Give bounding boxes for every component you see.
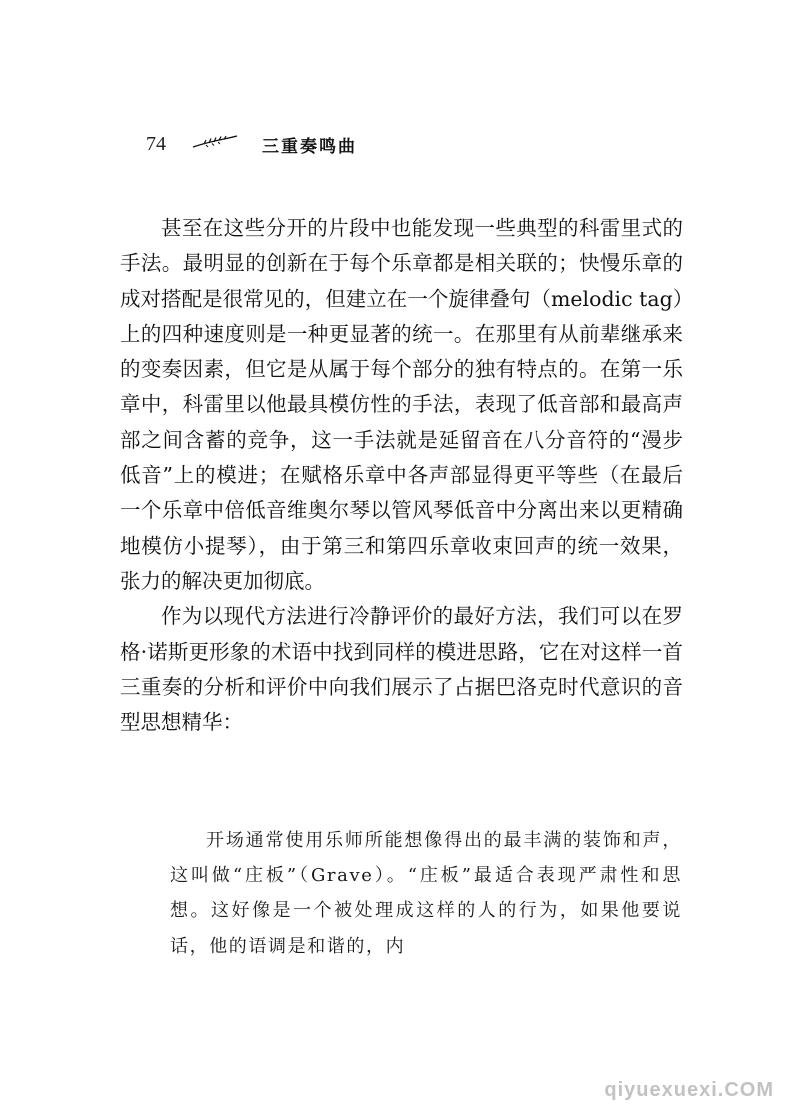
block-quote [170, 823, 682, 964]
running-title: 三重奏鸣曲 [262, 136, 357, 157]
page-number: 74 [146, 132, 166, 155]
ornament-icon [192, 135, 238, 149]
paragraph-2: 作为以现代方法进行冷静评价的最好方法，我们可以在罗格·诺斯更形象的术语中找到同样的模进思路，它在对这样一首三重奏的分析和评价中向我们展示了占据巴洛克时代意识的音型思想精华： [120, 604, 683, 735]
paragraph-1: 甚至在这些分开的片段中也能发现一些典型的科雷里式的手法。最明显的创新在于每个乐章都是相关联的；快慢乐章的成对搭配是很常见的，但建立在一个旋律叠句（melodic tag）上的四种速度则是一种更显著的统一。在那里有从前辈继承来的变奏因素，但它是从属于每个部分的独有特点的。在第一乐章中，科雷里以他最具模仿性的手法，表现了低音部和最高声部之间含蓄的竞争，这一手法就是延留音在八分音符的“漫步低音”上的模进；在赋格乐章中各声部显得更平等些（在最后一个乐章中倍低音维奥尔琴以管风琴低音中分离出来以更精确地模仿小提琴），由于第三和第四乐章收束回声的统一效果，张力的解决更加彻底。 [120, 216, 683, 593]
quote-text: 开场通常使用乐师所能想像得出的最丰满的装饰和声，这叫做“庄板”（Grave）。“庄板”最适合表现严肃性和思想。这好像是一个被处理成这样的人的行为，如果他要说话，他的语调是和谐的，内 [170, 830, 682, 957]
page-header [146, 130, 357, 158]
body-text [120, 211, 683, 740]
watermark: qiyuexuexi.COM [604, 1079, 774, 1101]
